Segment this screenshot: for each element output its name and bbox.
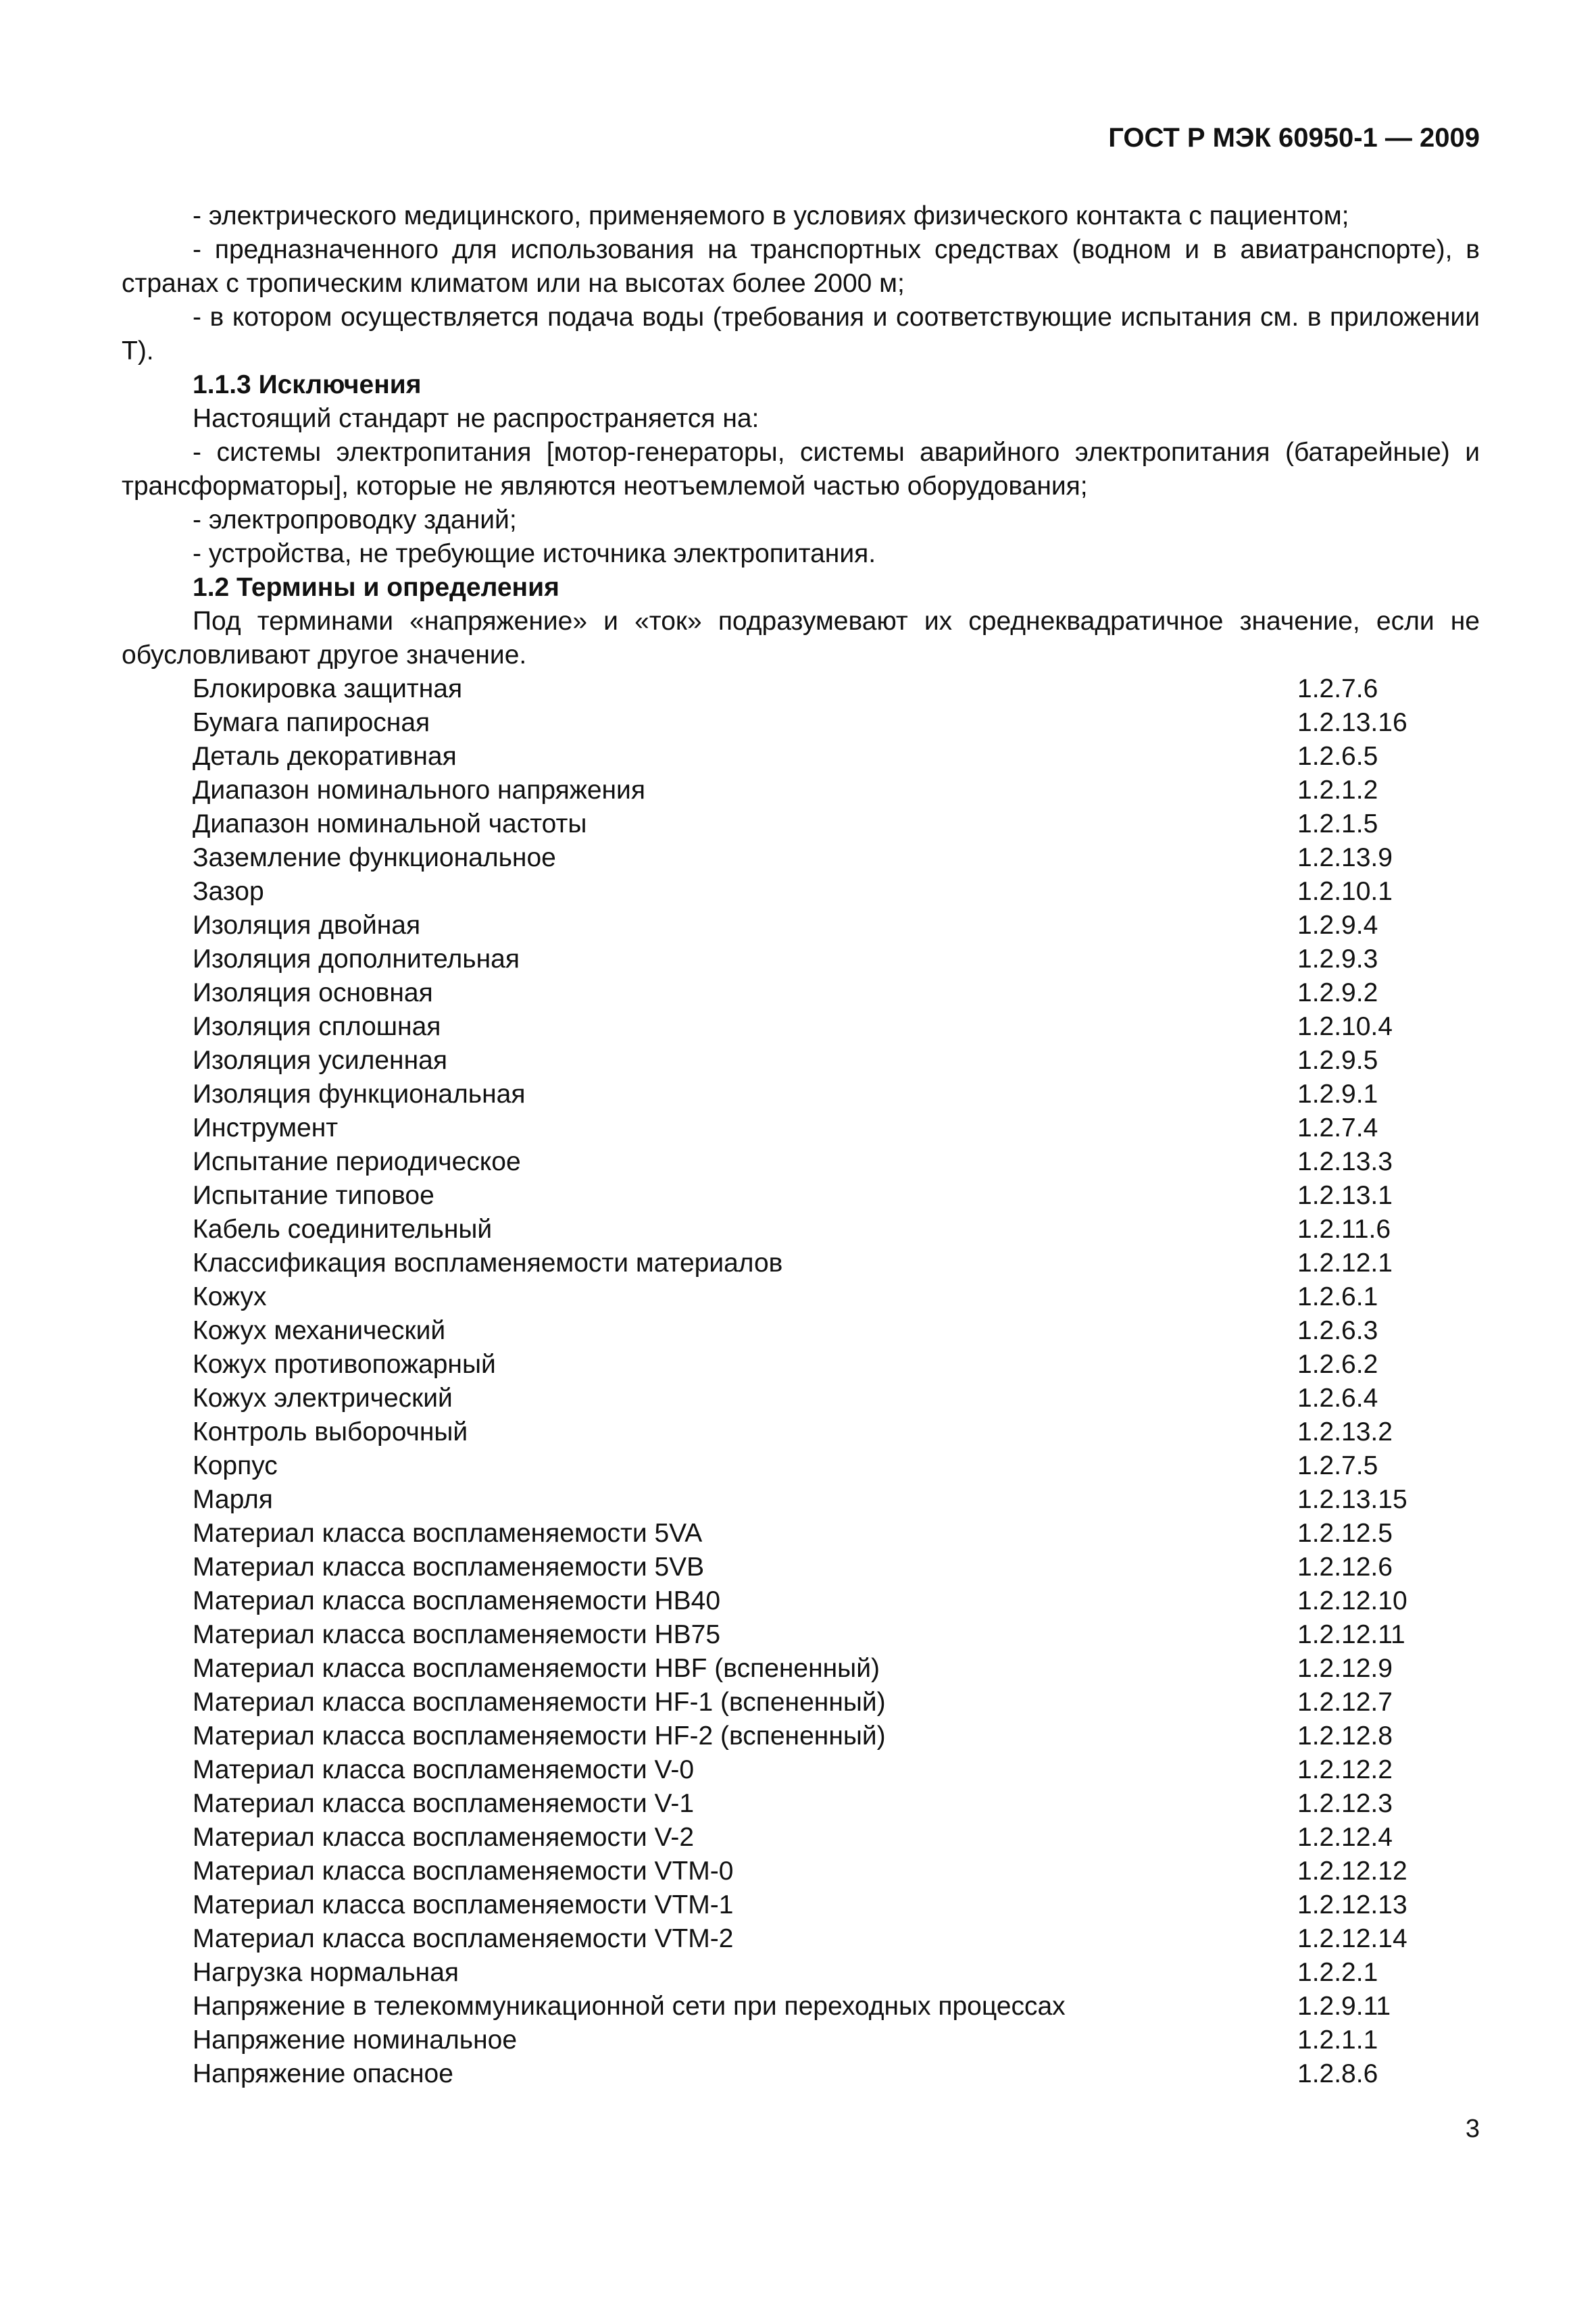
term-name: Материал класса воспламеняемости VTM-2 — [193, 1924, 734, 1953]
term-name: Заземление функциональное — [193, 843, 556, 872]
term-name: Деталь декоративная — [193, 742, 457, 771]
term-name: Материал класса воспламеняемости HBF (вспененный) — [193, 1654, 880, 1683]
term-name: Диапазон номинального напряжения — [193, 776, 645, 805]
term-ref: 1.2.10.4 — [1297, 1012, 1393, 1041]
term-name: Марля — [193, 1485, 273, 1514]
term-name: Изоляция функциональная — [193, 1080, 526, 1109]
term-row — [122, 1078, 1480, 1111]
term-row — [122, 875, 1480, 909]
term-row — [122, 1990, 1480, 2023]
term-name: Зазор — [193, 877, 264, 906]
term-name: Классификация воспламеняемости материалов — [193, 1249, 783, 1278]
term-name: Материал класса воспламеняемости V-0 — [193, 1755, 695, 1784]
term-ref: 1.2.9.3 — [1297, 945, 1378, 974]
section-heading-1-1-3: 1.1.3 Исключения — [193, 370, 422, 399]
term-row — [122, 909, 1480, 942]
term-row — [122, 1652, 1480, 1686]
term-row — [122, 1888, 1480, 1922]
term-name: Кабель соединительный — [193, 1215, 493, 1244]
term-ref: 1.2.9.2 — [1297, 978, 1378, 1007]
term-row — [122, 1348, 1480, 1382]
paragraph: - электрического медицинского, применяемого в условиях физического контакта с пациентом; — [193, 201, 1349, 230]
term-ref: 1.2.12.6 — [1297, 1553, 1393, 1582]
term-ref: 1.2.12.8 — [1297, 1721, 1393, 1751]
term-row — [122, 1584, 1480, 1618]
term-name: Напряжение опасное — [193, 2059, 453, 2088]
term-row — [122, 1449, 1480, 1483]
term-name: Материал класса воспламеняемости 5VB — [193, 1553, 705, 1582]
term-ref: 1.2.7.4 — [1297, 1113, 1378, 1142]
term-row — [122, 1382, 1480, 1415]
term-ref: 1.2.12.9 — [1297, 1654, 1393, 1683]
term-name: Контроль выборочный — [193, 1417, 468, 1447]
term-row — [122, 1551, 1480, 1584]
exclusion-item: - устройства, не требующие источника электропитания. — [193, 539, 876, 568]
term-ref: 1.2.12.13 — [1297, 1890, 1407, 1919]
term-ref: 1.2.12.7 — [1297, 1688, 1393, 1717]
term-ref: 1.2.12.2 — [1297, 1755, 1393, 1784]
term-ref: 1.2.12.11 — [1297, 1620, 1405, 1649]
exclusion-item: - электропроводку зданий; — [193, 505, 517, 534]
term-ref: 1.2.6.2 — [1297, 1350, 1378, 1379]
term-name: Изоляция дополнительная — [193, 945, 520, 974]
term-ref: 1.2.6.3 — [1297, 1316, 1378, 1345]
term-name: Материал класса воспламеняемости НВ40 — [193, 1586, 721, 1615]
term-row — [122, 1483, 1480, 1517]
term-ref: 1.2.7.5 — [1297, 1451, 1378, 1480]
term-row — [122, 1517, 1480, 1551]
term-row — [122, 1618, 1480, 1652]
term-ref: 1.2.12.5 — [1297, 1519, 1393, 1548]
term-row — [122, 1044, 1480, 1078]
term-name: Материал класса воспламеняемости V-1 — [193, 1789, 695, 1818]
term-row — [122, 1010, 1480, 1044]
term-row — [122, 1280, 1480, 1314]
term-ref: 1.2.12.3 — [1297, 1789, 1393, 1818]
term-row — [122, 672, 1480, 706]
term-name: Кожух механический — [193, 1316, 446, 1345]
terms-index-list — [122, 672, 1480, 2091]
term-name: Материал класса воспламеняемости VTM-0 — [193, 1857, 734, 1886]
term-name: Кожух противопожарный — [193, 1350, 496, 1379]
term-row — [122, 2057, 1480, 2091]
term-ref: 1.2.12.10 — [1297, 1586, 1407, 1615]
term-row — [122, 1111, 1480, 1145]
term-ref: 1.2.9.5 — [1297, 1046, 1378, 1075]
term-ref: 1.2.1.1 — [1297, 2026, 1378, 2055]
term-row — [122, 1787, 1480, 1821]
paragraph: - в котором осуществляется подача воды (требования и соответствующие испытания см. в приложении Т). — [122, 303, 1480, 366]
term-row — [122, 1922, 1480, 1956]
section-heading-1-2: 1.2 Термины и определения — [193, 573, 559, 602]
term-ref: 1.2.11.6 — [1297, 1215, 1391, 1244]
page-content — [122, 199, 1480, 2091]
term-name: Материал класса воспламеняемости НВ75 — [193, 1620, 721, 1649]
term-name: Испытание типовое — [193, 1181, 434, 1210]
term-ref: 1.2.13.9 — [1297, 843, 1393, 872]
term-ref: 1.2.6.4 — [1297, 1384, 1378, 1413]
term-row — [122, 774, 1480, 807]
term-ref: 1.2.1.2 — [1297, 776, 1378, 805]
term-ref: 1.2.8.6 — [1297, 2059, 1378, 2088]
term-ref: 1.2.13.16 — [1297, 708, 1407, 737]
term-name: Инструмент — [193, 1113, 339, 1142]
term-name: Материал класса воспламеняемости HF-1 (вспененный) — [193, 1688, 886, 1717]
term-ref: 1.2.9.1 — [1297, 1080, 1378, 1109]
term-ref: 1.2.12.14 — [1297, 1924, 1407, 1953]
paragraph: - предназначенного для использования на транспортных средствах (водном и в авиатранспорте), в странах с тропическим климатом или на высотах более 2000 м; — [122, 235, 1480, 298]
term-row — [122, 1956, 1480, 1990]
term-row — [122, 976, 1480, 1010]
term-ref: 1.2.12.1 — [1297, 1249, 1393, 1278]
term-ref: 1.2.9.11 — [1297, 1992, 1391, 2021]
term-name: Материал класса воспламеняемости V-2 — [193, 1823, 695, 1852]
section-intro: Под терминами «напряжение» и «ток» подразумевают их среднеквадратичное значение, если не обусловливают другое значение. — [122, 607, 1480, 670]
term-name: Изоляция двойная — [193, 911, 421, 940]
term-name: Материал класса воспламеняемости 5VA — [193, 1519, 703, 1548]
term-name: Материал класса воспламеняемости VTM-1 — [193, 1890, 734, 1919]
term-row — [122, 1213, 1480, 1247]
term-row — [122, 807, 1480, 841]
term-row — [122, 1314, 1480, 1348]
term-row — [122, 2023, 1480, 2057]
term-ref: 1.2.7.6 — [1297, 674, 1378, 703]
term-ref: 1.2.13.1 — [1297, 1181, 1393, 1210]
term-name: Кожух — [193, 1282, 267, 1311]
exclusion-item: - системы электропитания [мотор-генераторы, системы аварийного электропитания (батарейные) и трансформаторы], которые не являются неотъемлемой частью оборудования; — [122, 438, 1480, 501]
term-row — [122, 1855, 1480, 1888]
section-intro: Настоящий стандарт не распространяется на: — [193, 404, 759, 433]
term-row — [122, 706, 1480, 740]
term-ref: 1.2.9.4 — [1297, 911, 1378, 940]
term-row — [122, 1686, 1480, 1719]
term-name: Изоляция основная — [193, 978, 433, 1007]
term-ref: 1.2.13.15 — [1297, 1485, 1407, 1514]
term-row — [122, 1247, 1480, 1280]
term-row — [122, 1145, 1480, 1179]
term-row — [122, 1753, 1480, 1787]
term-name: Диапазон номинальной частоты — [193, 809, 587, 838]
term-ref: 1.2.1.5 — [1297, 809, 1378, 838]
term-ref: 1.2.2.1 — [1297, 1958, 1378, 1987]
term-name: Испытание периодическое — [193, 1147, 521, 1176]
term-ref: 1.2.6.1 — [1297, 1282, 1378, 1311]
term-ref: 1.2.6.5 — [1297, 742, 1378, 771]
term-ref: 1.2.10.1 — [1297, 877, 1393, 906]
term-row — [122, 1179, 1480, 1213]
term-name: Изоляция усиленная — [193, 1046, 447, 1075]
term-row — [122, 841, 1480, 875]
document-header-code: ГОСТ Р МЭК 60950-1 — 2009 — [1108, 123, 1480, 153]
term-name: Корпус — [193, 1451, 278, 1480]
term-ref: 1.2.13.2 — [1297, 1417, 1393, 1447]
term-name: Бумага папиросная — [193, 708, 430, 737]
term-ref: 1.2.13.3 — [1297, 1147, 1393, 1176]
term-name: Напряжение номинальное — [193, 2026, 518, 2055]
term-row — [122, 1415, 1480, 1449]
term-row — [122, 740, 1480, 774]
term-row — [122, 942, 1480, 976]
term-row — [122, 1719, 1480, 1753]
term-name: Материал класса воспламеняемости HF-2 (вспененный) — [193, 1721, 886, 1751]
term-name: Нагрузка нормальная — [193, 1958, 459, 1987]
term-name: Блокировка защитная — [193, 674, 463, 703]
term-row — [122, 1821, 1480, 1855]
term-ref: 1.2.12.4 — [1297, 1823, 1393, 1852]
term-ref: 1.2.12.12 — [1297, 1857, 1407, 1886]
term-name: Кожух электрический — [193, 1384, 453, 1413]
term-name: Изоляция сплошная — [193, 1012, 441, 1041]
term-name: Напряжение в телекоммуникационной сети при переходных процессах — [193, 1992, 1066, 2021]
page-number: 3 — [1465, 2115, 1480, 2143]
